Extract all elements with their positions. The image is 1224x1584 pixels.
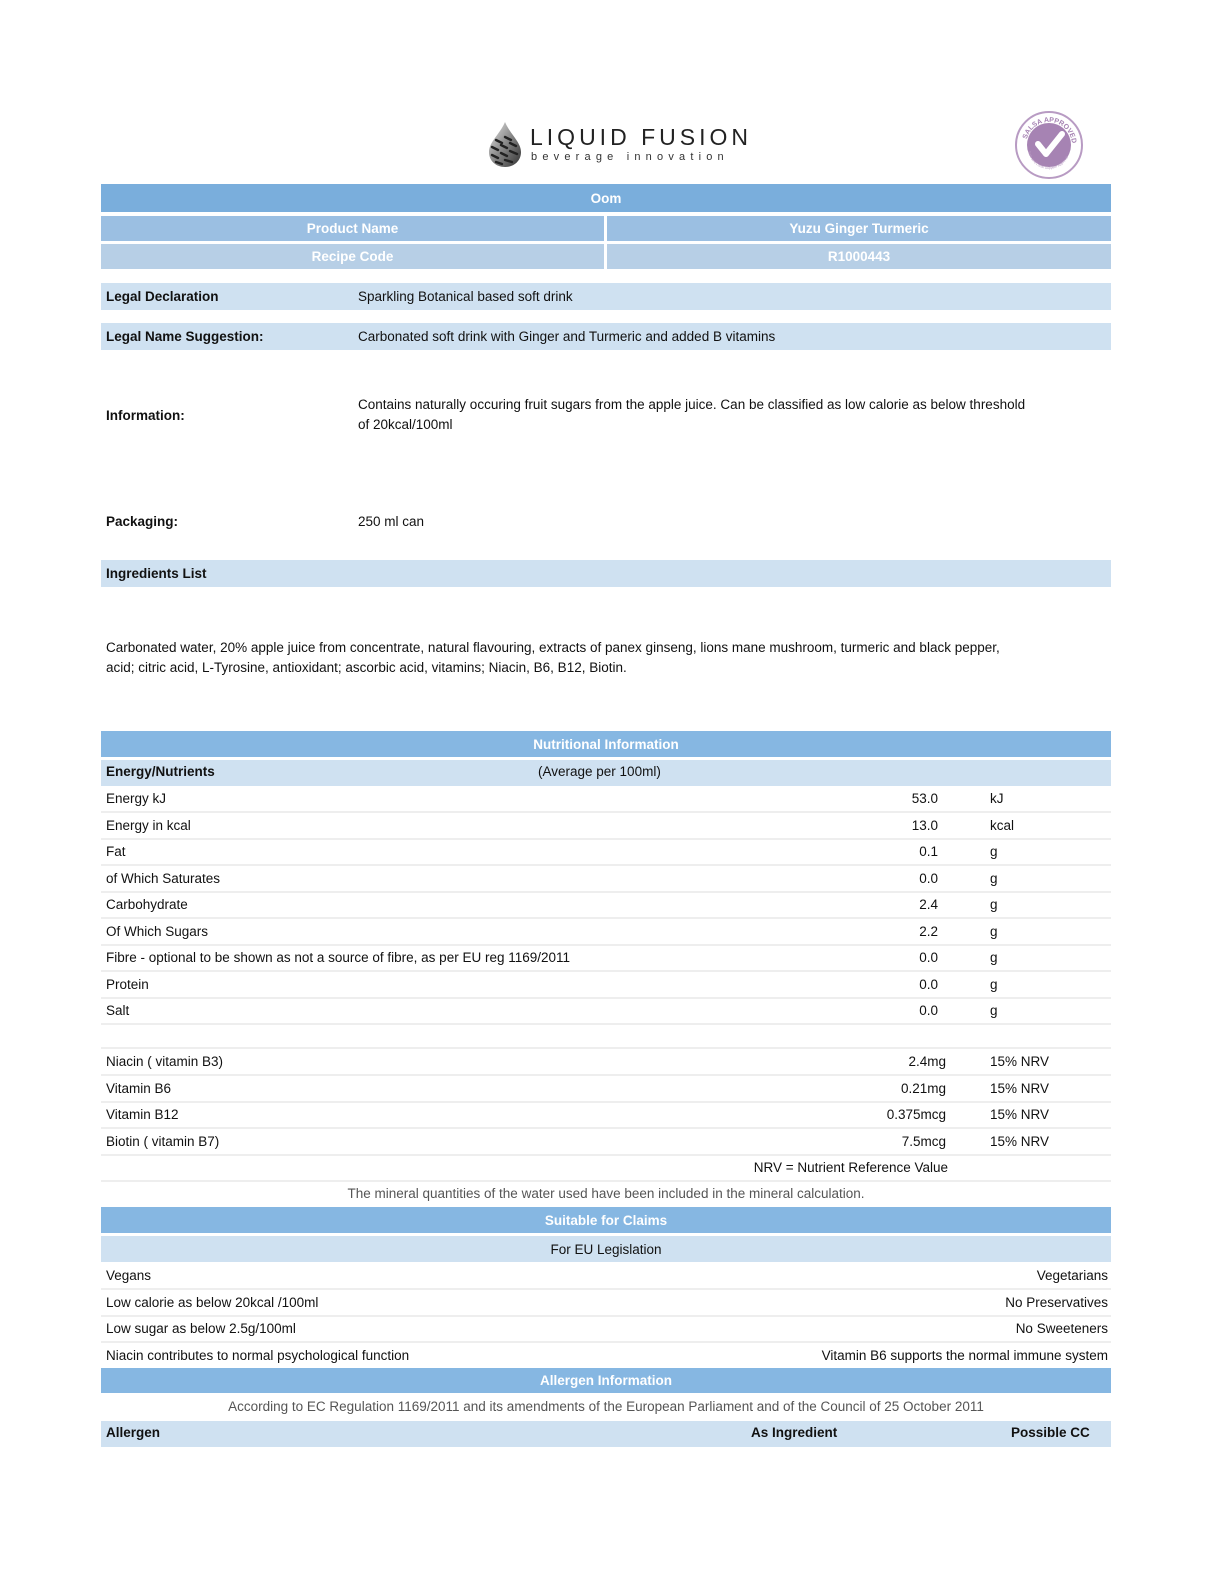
vitamin-nrv: 15% NRV [990, 1080, 1050, 1096]
nutrient-label: Energy kJ [106, 791, 167, 806]
information-line-1: Contains naturally occuring fruit sugars from the apple juice. Can be classified as low calorie as below threshold [358, 397, 1026, 412]
nutrition-title: Nutritional Information [533, 736, 679, 752]
allergen-regulation: According to EC Regulation 1169/2011 and its amendments of the European Parliament and of the Council of 25 October 2011 [228, 1399, 984, 1414]
vitamin-label: Niacin ( vitamin B3) [106, 1054, 224, 1069]
legal-declaration-value: Sparkling Botanical based soft drink [358, 289, 573, 304]
nutrient-label: of Which Saturates [106, 870, 221, 886]
nutrient-value: 0.0 [919, 870, 938, 886]
nutrition-row [101, 893, 1111, 919]
nutrient-value: 0.1 [919, 844, 938, 859]
seal-top-text: SALSA APPROVED [1021, 116, 1078, 144]
nutrient-label: Fat [106, 844, 126, 859]
claims-subtitle: For EU Legislation [550, 1241, 662, 1257]
packaging-value: 250 ml can [358, 514, 425, 529]
claim-left: Low calorie as below 20kcal /100ml [106, 1294, 319, 1310]
vitamin-label: Vitamin B6 [106, 1080, 172, 1096]
nutrition-column-header [101, 760, 1111, 786]
information-label: Information: [106, 408, 185, 423]
vitamin-value: 7.5mcg [901, 1133, 946, 1149]
ingredients-text [106, 640, 1111, 680]
nutrient-label: Protein [106, 976, 149, 992]
nrv-note-row [101, 1156, 1111, 1182]
nutrient-value: 2.4 [919, 897, 938, 912]
allergen-col-label: Allergen [106, 1425, 161, 1440]
product-name-label: Product Name [101, 216, 604, 241]
packaging-label: Packaging: [106, 514, 179, 529]
nutrition-title-bar [101, 731, 1111, 757]
claims-subtitle-bar [101, 1236, 1111, 1262]
claim-row [101, 1291, 1111, 1317]
nutrient-unit: g [990, 844, 998, 859]
logo-tagline-text: beverage innovation [531, 151, 729, 163]
legal-declaration-row [101, 283, 1111, 310]
nutrient-unit: kcal [990, 817, 1015, 833]
ingredients-line-2: acid; citric acid, L-Tyrosine, antioxidant; ascorbic acid, vitamins; Niacin, B6, B12, Biotin. [106, 660, 627, 675]
vitamin-value: 0.375mcg [886, 1107, 946, 1122]
vitamin-nrv: 15% NRV [990, 1107, 1050, 1122]
nutrient-label: Energy in kcal [106, 817, 191, 833]
spacer-row [101, 1023, 1111, 1049]
nutrient-unit: g [990, 923, 998, 939]
nutrient-label: Salt [106, 1003, 130, 1018]
claim-left: Niacin contributes to normal psychological function [106, 1347, 410, 1363]
nutrient-label: Fibre - optional to be shown as not a source of fibre, as per EU reg 1169/2011 [106, 950, 571, 965]
nutrient-value: 0.0 [919, 976, 938, 992]
salsa-approved-seal [1014, 110, 1084, 180]
nutrient-unit: g [990, 976, 998, 992]
recipe-code-label: Recipe Code [101, 244, 604, 269]
ingredients-header [101, 560, 1111, 587]
ingredients-title: Ingredients List [106, 566, 207, 581]
nutrient-value: 0.0 [919, 950, 938, 965]
nutrient-label: Carbohydrate [106, 897, 188, 912]
information-row [101, 395, 1111, 439]
seal-bottom-text: Safe and Local Supplier Approval [1027, 150, 1069, 171]
logo-brand-text: LIQUID FUSION [530, 124, 752, 150]
claim-row [101, 1317, 1111, 1343]
nutrition-row [101, 840, 1111, 866]
legal-name-value: Carbonated soft drink with Ginger and Turmeric and added B vitamins [358, 329, 776, 344]
allergen-title-bar [101, 1368, 1111, 1393]
nutrient-unit: kJ [990, 791, 1004, 806]
claim-right: No Sweeteners [1015, 1321, 1108, 1336]
nutrition-row [101, 787, 1111, 813]
information-line-2: of 20kcal/100ml [358, 417, 453, 432]
nutrition-row [101, 946, 1111, 972]
nutrient-unit: g [990, 1003, 998, 1018]
droplet-logo-icon [486, 120, 524, 168]
nutrient-value: 2.2 [919, 923, 938, 939]
vitamin-value: 0.21mg [900, 1080, 946, 1096]
vitamin-row [101, 1130, 1111, 1156]
vitamin-value: 2.4mg [908, 1054, 946, 1069]
vitamin-label: Vitamin B12 [106, 1107, 179, 1122]
energy-nutrients-label: Energy/Nutrients [106, 764, 215, 779]
nutrient-unit: g [990, 870, 998, 886]
claim-right: Vitamin B6 supports the normal immune system [821, 1347, 1108, 1363]
vitamin-row [101, 1050, 1111, 1076]
nutrient-value: 0.0 [919, 1003, 938, 1018]
mineral-note: The mineral quantities of the water used have been included in the mineral calculation. [347, 1186, 865, 1201]
nutrition-row [101, 867, 1111, 893]
legal-name-row [101, 323, 1111, 350]
average-per-100ml-label: (Average per 100ml) [538, 764, 661, 779]
as-ingredient-col-label: As Ingredient [751, 1425, 838, 1440]
nutrient-label: Of Which Sugars [106, 923, 209, 939]
document-title: Oom [590, 190, 622, 206]
claim-left: Low sugar as below 2.5g/100ml [106, 1321, 296, 1336]
claim-left: Vegans [106, 1268, 152, 1283]
ingredients-line-1: Carbonated water, 20% apple juice from concentrate, natural flavouring, extracts of panex ginseng, lions mane mushroom, turmeric and black pepper, [106, 640, 1000, 655]
claim-row [101, 1344, 1111, 1370]
possible-cc-col-label: Possible CC [1011, 1425, 1090, 1440]
nutrient-value: 53.0 [911, 791, 938, 806]
vitamin-label: Biotin ( vitamin B7) [106, 1133, 220, 1149]
legal-declaration-label: Legal Declaration [106, 289, 219, 304]
vitamin-nrv: 15% NRV [990, 1133, 1050, 1149]
recipe-code-value: R1000443 [607, 244, 1111, 269]
claim-row [101, 1264, 1111, 1290]
legal-name-label: Legal Name Suggestion: [106, 329, 264, 344]
product-name-value: Yuzu Ginger Turmeric [607, 216, 1111, 241]
nutrition-row [101, 999, 1111, 1025]
claim-right: Vegetarians [1036, 1268, 1108, 1283]
title-bar [101, 184, 1111, 212]
nutrition-row [101, 814, 1111, 840]
nutrient-value: 13.0 [911, 817, 938, 833]
claims-title: Suitable for Claims [544, 1212, 668, 1228]
liquid-fusion-logo [486, 118, 752, 172]
salsa-check-icon [1014, 110, 1084, 180]
packaging-row [101, 512, 1111, 532]
product-name-row [101, 216, 1111, 241]
allergen-title: Allergen Information [539, 1373, 672, 1388]
vitamin-row [101, 1103, 1111, 1129]
recipe-code-row [101, 244, 1111, 269]
allergen-column-header [101, 1421, 1111, 1447]
claims-title-bar [101, 1207, 1111, 1233]
vitamin-nrv: 15% NRV [990, 1054, 1050, 1069]
nutrient-unit: g [990, 897, 998, 912]
claim-right: No Preservatives [1005, 1294, 1108, 1310]
nutrition-row [101, 973, 1111, 999]
nrv-note: NRV = Nutrient Reference Value [753, 1160, 948, 1175]
nutrient-unit: g [990, 950, 998, 965]
vitamin-row [101, 1077, 1111, 1103]
nutrition-row [101, 920, 1111, 946]
